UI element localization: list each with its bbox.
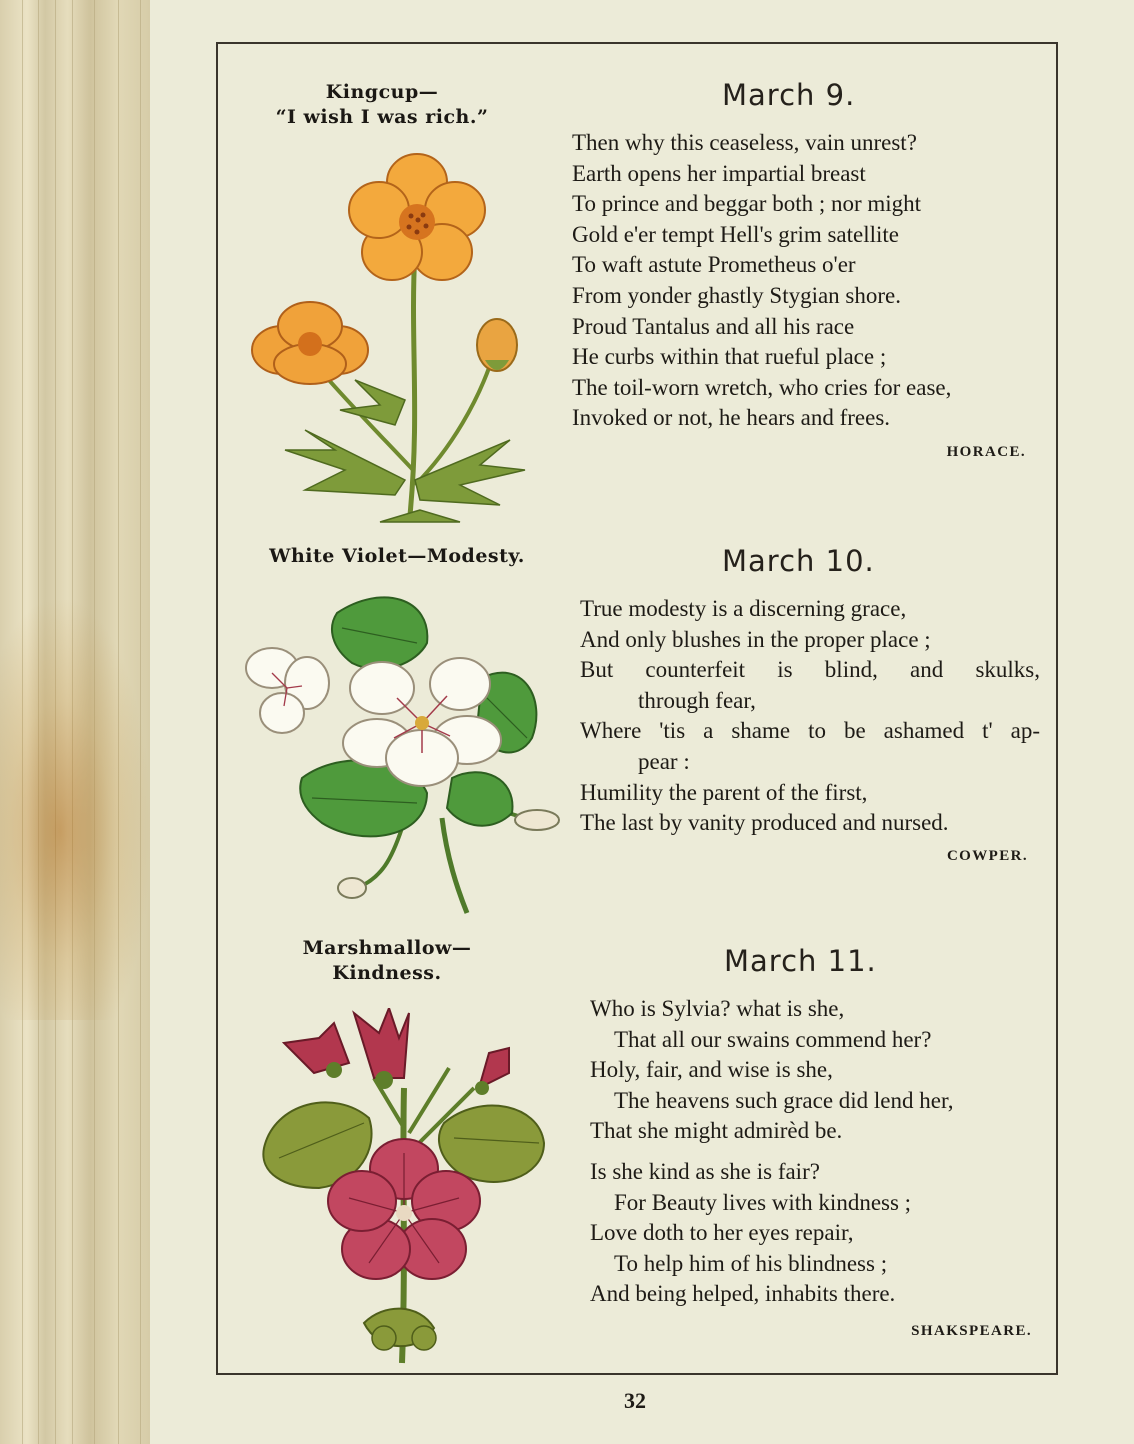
poem-line: Who is Sylvia? what is she, (590, 996, 845, 1021)
poem-line: The last by vanity produced and nursed. (580, 810, 949, 836)
caption-line: “I wish I was rich.” (275, 106, 489, 128)
book-page-edges (0, 0, 150, 1444)
attribution: COWPER. (946, 848, 1028, 864)
poem-line: To prince and beggar both ; nor might (572, 191, 922, 217)
caption-line: Marshmallow— (302, 937, 472, 959)
kingcup-illustration (245, 150, 535, 525)
poem-line: Earth opens her impartial breast (572, 160, 866, 186)
poem-line: The heavens such grace did lend her, (614, 1087, 954, 1113)
caption-kingcup (232, 80, 532, 130)
poem-line: For Beauty lives with kindness ; (614, 1189, 912, 1215)
date-heading: March 11. (724, 944, 877, 978)
poem-line: Then why this ceaseless, vain unrest? (572, 130, 917, 155)
poem-line: Humility the parent of the first, (580, 779, 868, 805)
poem-line: Invoked or not, he hears and frees. (572, 405, 891, 431)
poem-line: Proud Tantalus and all his race (572, 313, 855, 339)
date-heading: March 9. (722, 78, 856, 112)
poem-block (590, 994, 953, 1310)
poem-line: Where 'tis a shame to be ashamed t' ap- (580, 718, 1040, 744)
poem-line: To help him of his blindness ; (614, 1250, 888, 1276)
date-heading: March 10. (722, 544, 875, 578)
poem-line: Holy, fair, and wise is she, (590, 1057, 833, 1083)
attribution: HORACE. (946, 444, 1026, 460)
poem-block (580, 594, 1040, 839)
poem-line: He curbs within that rueful place ; (572, 344, 887, 370)
poem-line: That she might admirèd be. (590, 1118, 843, 1144)
caption-marshmallow (242, 936, 532, 986)
poem-line: True modesty is a discerning grace, (580, 596, 907, 621)
poem-line: The toil-worn wretch, who cries for ease, (572, 374, 952, 400)
caption-line: Kindness. (332, 962, 442, 984)
caption-line: Kingcup— (325, 81, 439, 103)
poem-line: And only blushes in the proper place ; (580, 626, 931, 652)
attribution: SHAKSPEARE. (911, 1323, 1032, 1339)
poem-line: Love doth to her eyes repair, (590, 1220, 854, 1246)
poem-line: But counterfeit is blind, and skulks, (580, 657, 1040, 683)
marshmallow-illustration (244, 1008, 564, 1373)
page-number: 32 (624, 1388, 646, 1413)
book-page (150, 0, 1134, 1444)
poem-block (572, 128, 951, 434)
poem-line: And being helped, inhabits there. (590, 1281, 896, 1307)
poem-line: pear : (638, 748, 690, 774)
caption-line: White Violet—Modesty. (269, 545, 525, 567)
poem-line: From yonder ghastly Stygian shore. (572, 282, 901, 308)
poem-line: To waft astute Prometheus o'er (572, 252, 856, 278)
white-violet-illustration (242, 588, 562, 918)
poem-line: Gold e'er tempt Hell's grim satellite (572, 221, 900, 247)
caption-white-violet (232, 544, 562, 569)
poem-line: through fear, (638, 687, 756, 713)
water-stain (0, 600, 150, 1020)
poem-line: That all our swains commend her? (614, 1026, 932, 1052)
poem-line: Is she kind as she is fair? (590, 1158, 820, 1184)
